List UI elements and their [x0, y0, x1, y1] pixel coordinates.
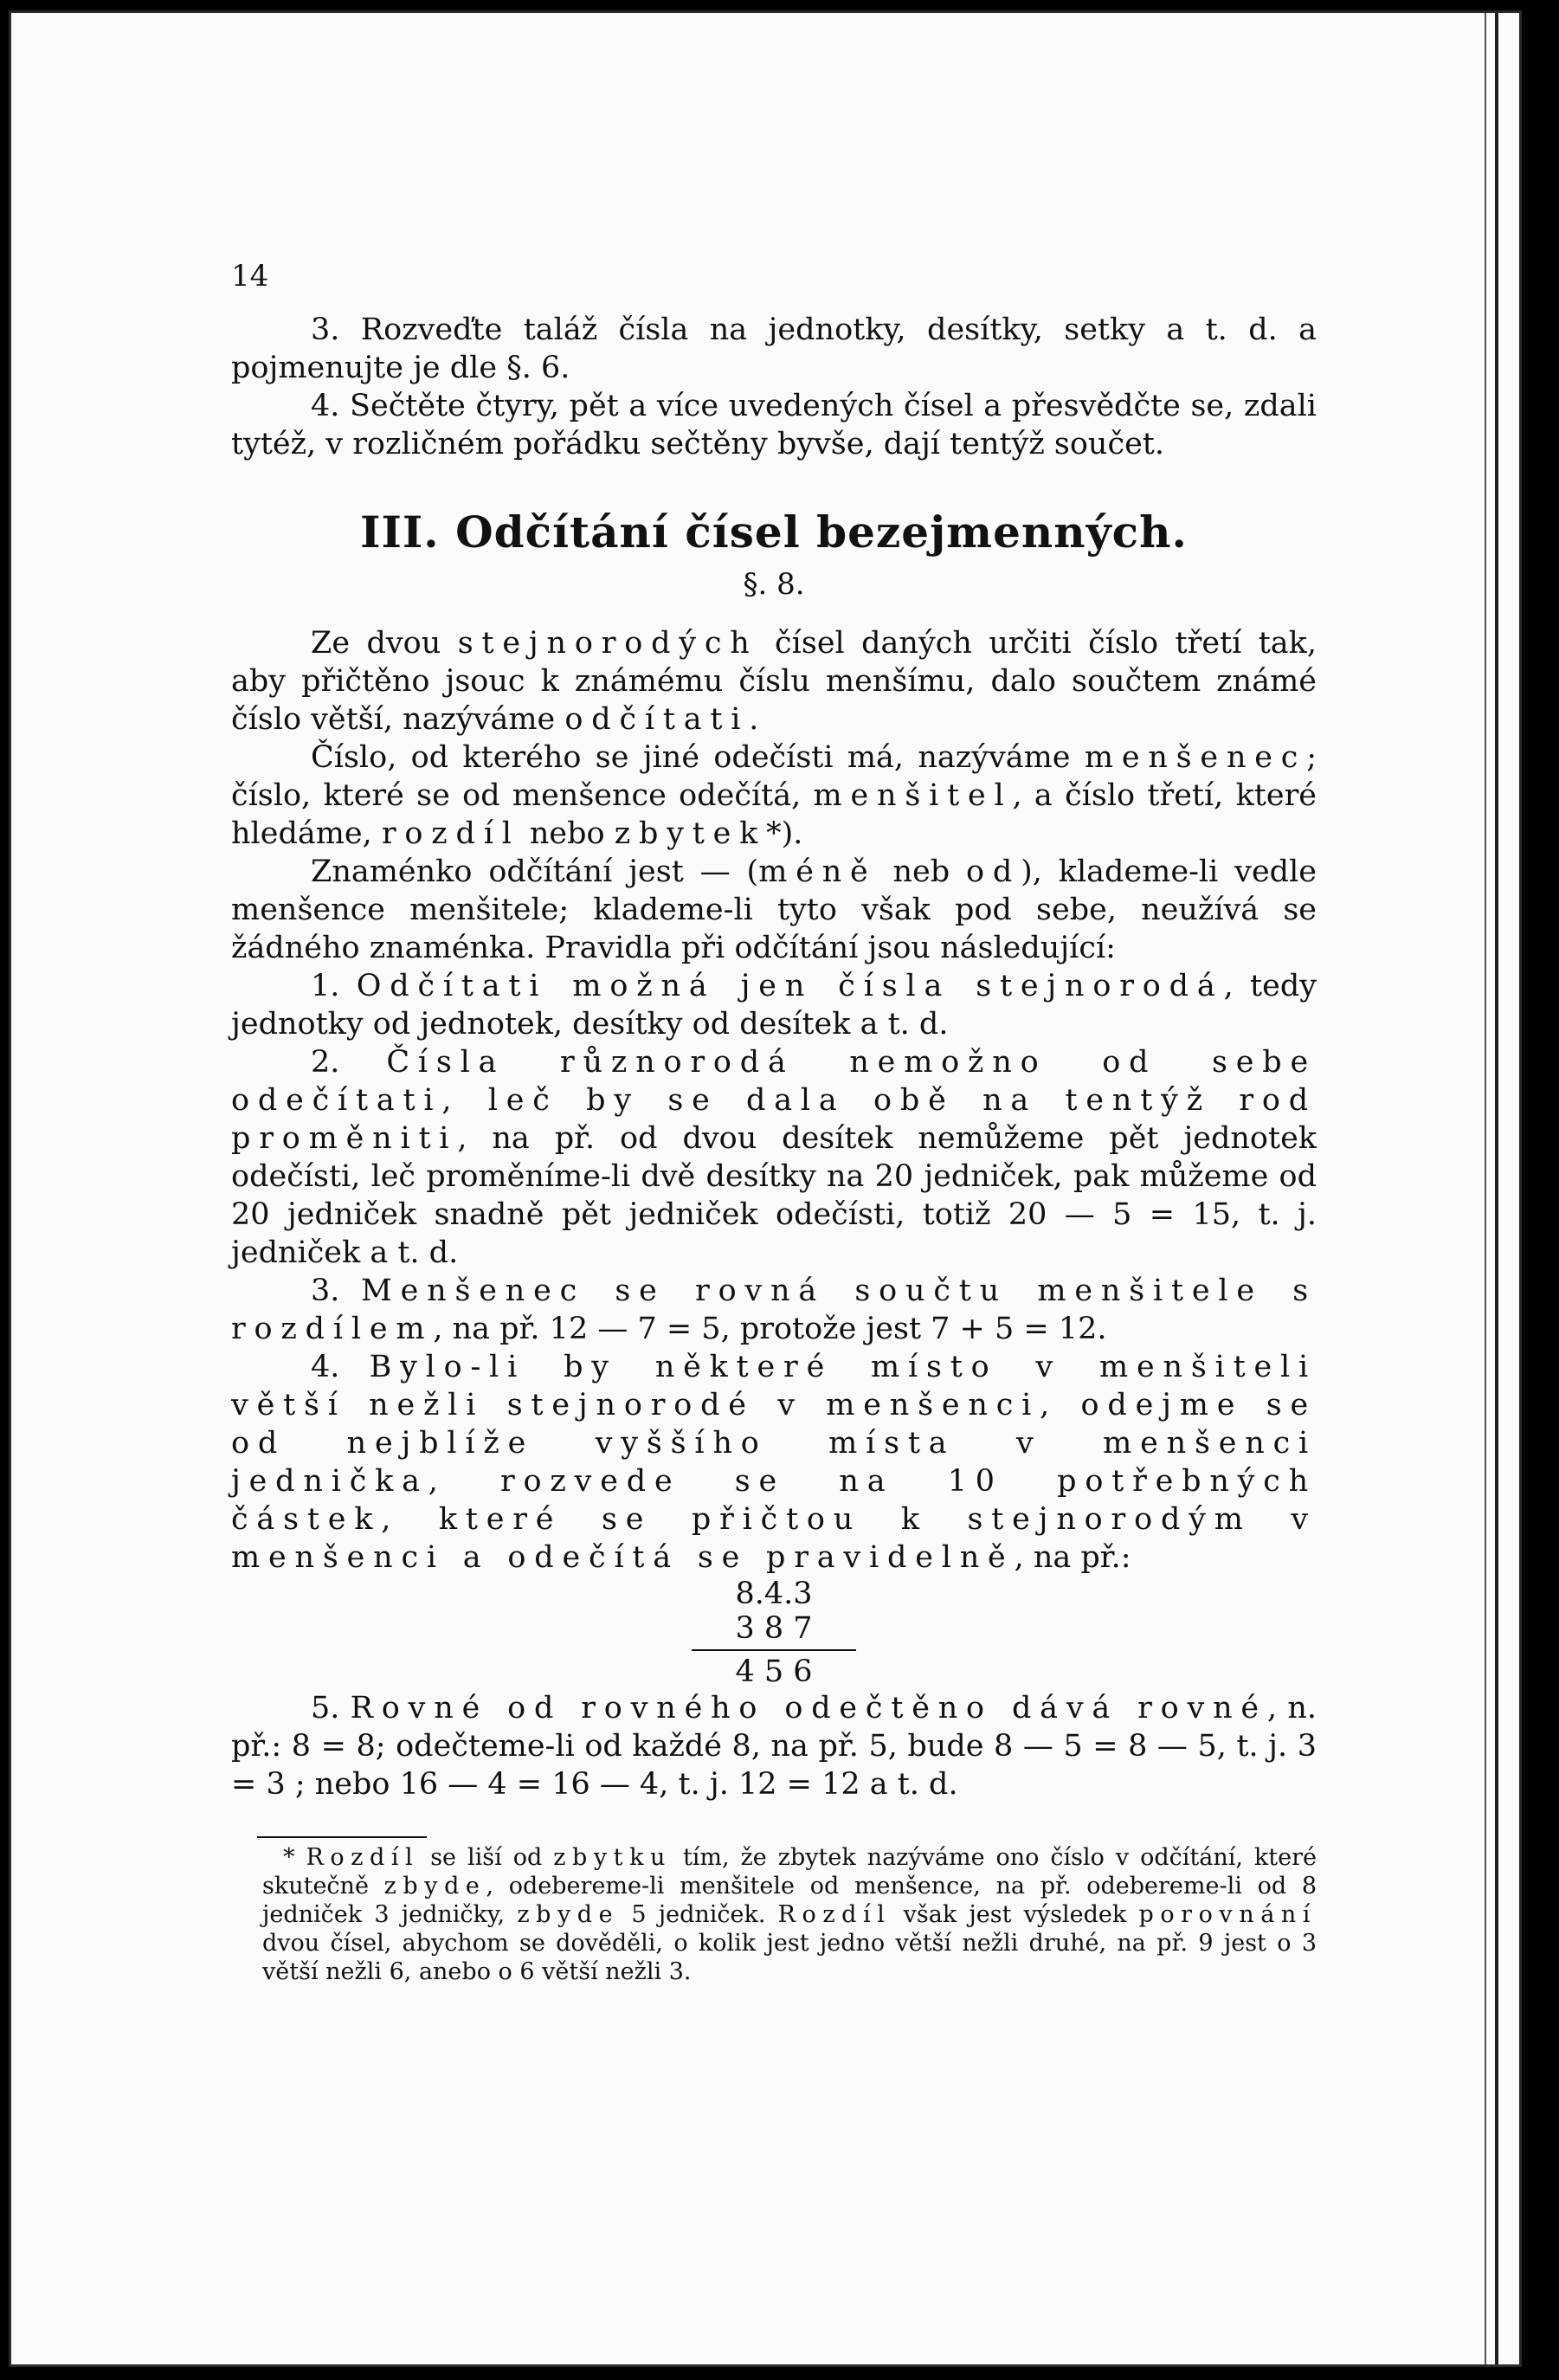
spaced-term: stejnorodých: [457, 626, 758, 661]
text-run: tím, že zbytek nazýváme ono číslo v odčítání, které skutečně: [262, 1844, 1317, 1899]
spaced-term: Rozdíl: [777, 1901, 892, 1928]
text-run: , na př.:: [1014, 1540, 1131, 1575]
spaced-term: zbytku: [553, 1844, 672, 1871]
page-content: [231, 257, 1317, 1986]
text-run: 5 jedniček.: [619, 1901, 778, 1928]
spaced-term: Rovné od rovného odečtěno dává rovné: [350, 1691, 1267, 1725]
text-run: neb: [876, 855, 967, 889]
definitions-paragraph: [231, 739, 1317, 853]
spaced-term: méně: [758, 855, 877, 889]
calc-result: 4 5 6: [735, 1654, 813, 1689]
text-run: ; číslo, které se od menšence odečítá,: [231, 740, 1317, 813]
rule-number: 2.: [311, 1045, 340, 1080]
text-run: , na př. od dvou desítek nemůžeme pět jednotek odečísti, leč proměníme-li dvě desítky na 20 jedniček, pak můžeme od 20 jedniček snadně pět jedniček odečísti, totiž 20 — 5 = 15, t. j. jedniček a t. d.: [231, 1121, 1317, 1270]
footnote: [262, 1843, 1317, 1986]
text-run: .: [749, 702, 759, 737]
spaced-term: rozdíl: [381, 816, 520, 851]
spaced-term: porovnání: [1138, 1901, 1317, 1928]
page-edge-line-thin: [1485, 13, 1486, 2364]
exercise-4: 4. Sečtěte čtyry, pět a více uvedených čísel a přesvědčte se, zdali tytéž, v rozličném pořádku sečtěny byvše, dají tentýž součet.: [231, 389, 1317, 461]
text-run: , tedy jednotky od jednotek, desítky od desítek a t. d.: [231, 969, 1317, 1042]
rule-number: 4.: [311, 1350, 340, 1384]
rule-2: [231, 1043, 1317, 1272]
rule-number: 3.: [311, 1274, 340, 1308]
spaced-term: zbytek: [614, 816, 767, 851]
spaced-term: Rozdíl: [306, 1844, 420, 1871]
text-run: , odebereme-li menšitele od menšence, na př. odebereme-li od 8 jedniček 3 jedničky,: [262, 1873, 1317, 1928]
spaced-term: Odčítati možná jen čísla stejnorodá: [356, 969, 1224, 1003]
page-edge-line: [1495, 13, 1498, 2364]
text-run: však jest výsledek: [891, 1901, 1139, 1928]
text-run: Ze dvou: [311, 626, 458, 661]
text-run: Znaménko odčítání jest — (: [311, 855, 759, 889]
spaced-term: menšenec: [1084, 740, 1307, 775]
text-run: ), klademe-li vedle menšence menšitele; klademe-li tyto však pod sebe, neužívá se žádného znaménka. Pravidla při odčítání jsou následující:: [231, 855, 1317, 965]
text-run: *: [283, 1844, 306, 1871]
footnote-rule: [257, 1836, 427, 1838]
text-run: čísel daných určiti číslo třetí tak, aby přičtěno jsouc k známému číslu menšímu, dalo součtem známé číslo větší, nazýváme: [231, 626, 1317, 737]
spaced-term: Bylo-li by některé místo v menšiteli větší nežli stejnorodé v menšenci, odejme se od nejblíže vyššího místa v menšenci jednička, rozvede se na 10 potřebných částek, které se přičtou k stejnorodým v menšenci a odečítá se pravidelně: [231, 1350, 1317, 1575]
rule-number: 5.: [311, 1691, 340, 1725]
rule-1: [231, 967, 1317, 1043]
spaced-term: zbyde: [383, 1873, 486, 1899]
spaced-term: menšitel: [813, 778, 1013, 813]
spaced-term: odčítati: [564, 702, 750, 737]
text-run: , a číslo třetí, které hledáme,: [231, 778, 1317, 851]
book-page: [9, 10, 1522, 2367]
section-mark: §. 8.: [743, 567, 805, 602]
intro-paragraph: [231, 624, 1317, 739]
spaced-term: Čísla různorodá nemožno od sebe odečítati, leč by se dala obě na tentýž rod proměniti: [231, 1045, 1317, 1156]
rule-4: [231, 1348, 1317, 1577]
page-number: 14: [231, 259, 269, 293]
spaced-term: od: [966, 855, 1021, 889]
sign-paragraph: [231, 853, 1317, 967]
text-run: dvou čísel, abychom se dověděli, o kolik jest jedno větší nežli druhé, na př. 9 jest o 3 větší nežli 6, anebo o 6 větší nežli 3.: [262, 1930, 1317, 1985]
text-run: , n. př.: 8 = 8; odečteme-li od každé 8, na př. 5, bude 8 — 5 = 8 — 5, t. j. 3 = 3 ; nebo 16 — 4 = 16 — 4, t. j. 12 = 12 a t. d.: [231, 1691, 1317, 1802]
text-run: Číslo, od kterého se jiné odečísti má, nazýváme: [311, 740, 1085, 775]
calc-rule: [692, 1649, 856, 1651]
text-run: *).: [766, 816, 803, 851]
text-run: nebo: [519, 816, 615, 851]
spaced-term: zbyde: [517, 1901, 620, 1928]
text-run: se liší od: [419, 1844, 554, 1871]
chapter-heading: III. Odčítání čísel bezejmenných.: [360, 506, 1188, 558]
spaced-term: Menšenec se rovná součtu menšitele s rozdílem: [231, 1274, 1317, 1346]
rule-3: [231, 1272, 1317, 1348]
calc-minuend: 8.4.3: [735, 1577, 813, 1611]
subtraction-example: [692, 1577, 856, 1689]
exercise-3: 3. Rozveďte taláž čísla na jednotky, desítky, setky a t. d. a pojmenujte je dle §. 6.: [231, 313, 1317, 385]
rule-5: [231, 1689, 1317, 1803]
rule-number: 1.: [311, 969, 340, 1003]
text-run: , na př. 12 — 7 = 5, protože jest 7 + 5 = 12.: [433, 1312, 1107, 1346]
calc-subtrahend: 3 8 7: [735, 1611, 813, 1646]
